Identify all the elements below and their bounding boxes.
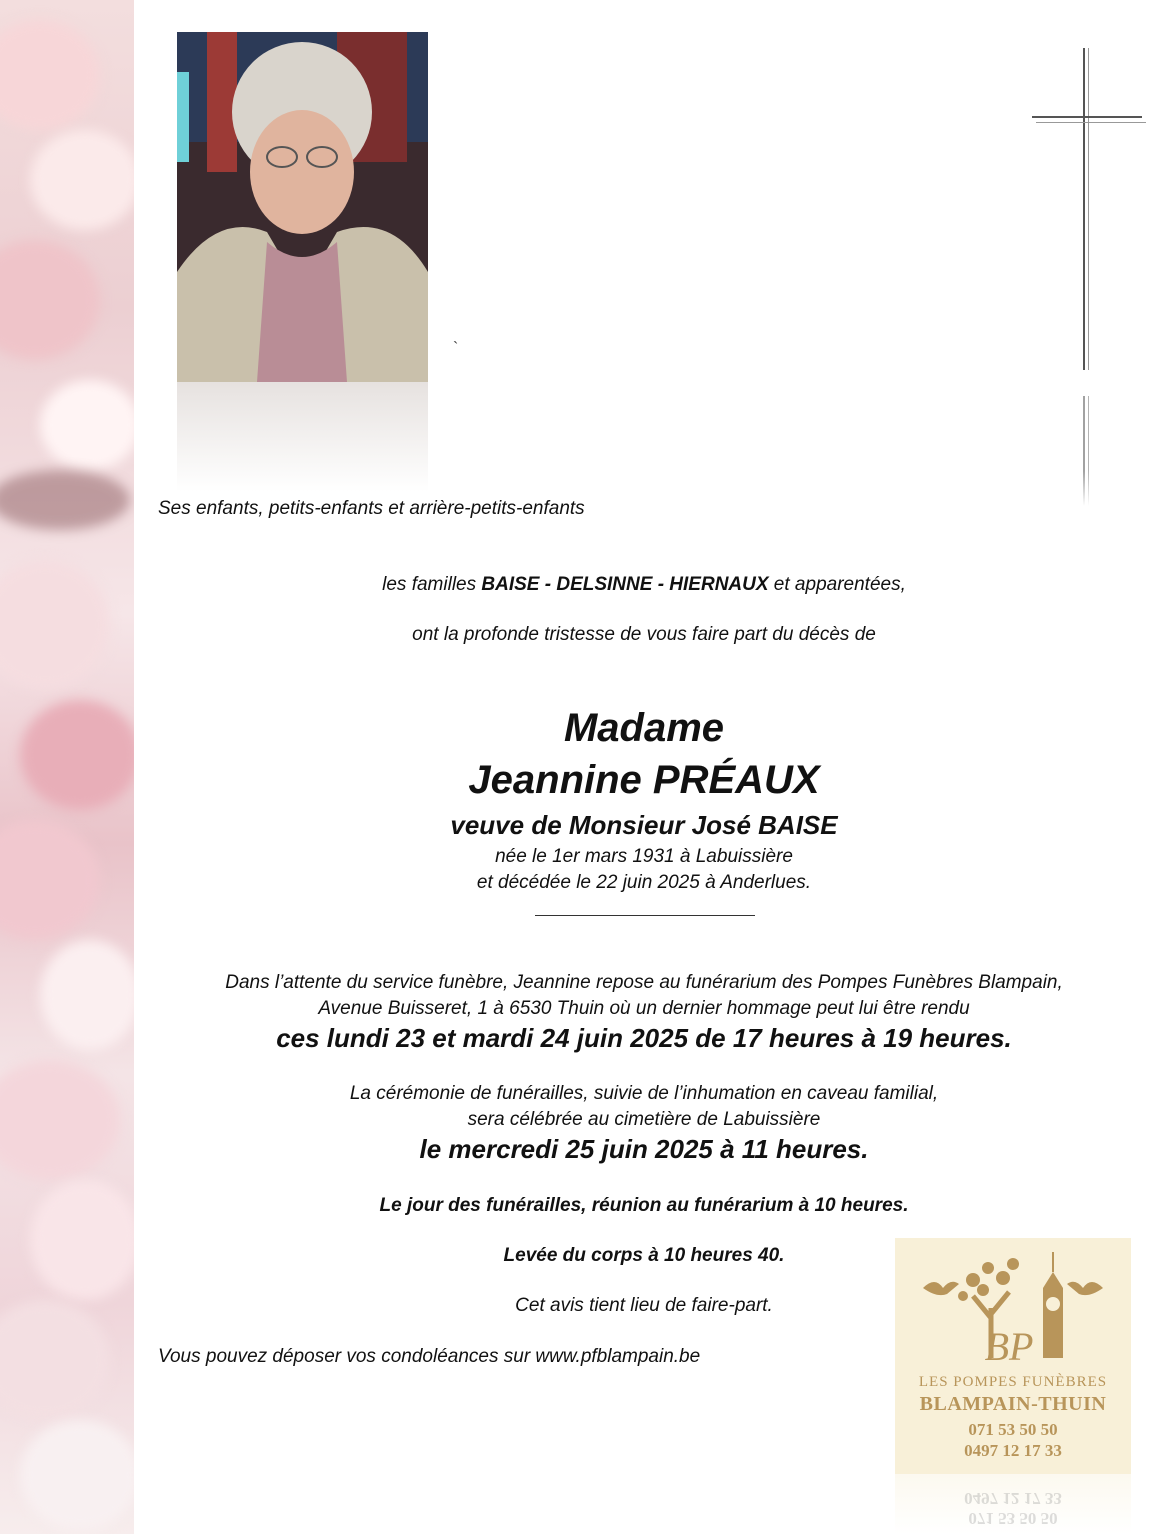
condolences-line: Vous pouvez déposer vos condoléances sur www.pfblampain.be [158, 1346, 701, 1367]
logo-phone-mobile: 0497 12 17 33 [964, 1441, 1062, 1460]
reunion-line: Le jour des funérailles, réunion au funérarium à 10 heures. [379, 1195, 909, 1216]
logo-company-label: LES POMPES FUNÈBRES [918, 1374, 1108, 1390]
portrait-reflection [177, 382, 428, 492]
families-names: BAISE - DELSINNE - HIERNAUX [481, 574, 769, 595]
ceremony-line-1: La cérémonie de funérailles, suivie de l’inhumation en caveau familial, [349, 1083, 939, 1104]
deceased-name: Jeannine PRÉAUX [468, 758, 820, 802]
stray-mark: ` [453, 340, 459, 357]
families-suffix: et apparentées, [768, 574, 906, 595]
birth-line: née le 1er mars 1931 à Labuissière [495, 846, 793, 867]
families-prefix: les familles [382, 574, 482, 595]
cross-icon [1026, 48, 1150, 508]
announcement-line: ont la profonde tristesse de vous faire part du décès de [412, 624, 876, 645]
portrait-photo [177, 32, 428, 382]
faire-part-line: Cet avis tient lieu de faire-part. [515, 1295, 773, 1316]
visitation-line-1: Dans l’attente du service funèbre, Jeannine repose au funérarium des Pompes Funèbres Blampain, [225, 972, 1063, 993]
cherry-blossom-strip [0, 0, 134, 1534]
logo-company-name: BLAMPAIN-THUIN [919, 1393, 1107, 1415]
death-line: et décédée le 22 juin 2025 à Anderlues. [476, 872, 812, 893]
funeral-home-logo [895, 1238, 1131, 1474]
ceremony-line-2: sera célébrée au cimetière de Labuissière [467, 1109, 821, 1130]
ceremony-date: le mercredi 25 juin 2025 à 11 heures. [419, 1134, 869, 1164]
tree-church-emblem-icon [913, 1248, 1113, 1368]
reflected-phone-landline: 071 53 50 50 [968, 1509, 1058, 1528]
reflected-phone-mobile: 0497 12 17 33 [964, 1489, 1062, 1508]
deceased-title: Madame [563, 706, 725, 750]
intro-line: Ses enfants, petits-enfants et arrière-petits-enfants [158, 498, 585, 519]
families-line [154, 574, 1134, 596]
levee-line: Levée du corps à 10 heures 40. [503, 1245, 785, 1266]
divider [535, 915, 755, 916]
monogram-text: BP [984, 1324, 1034, 1368]
widow-line: veuve de Monsieur José BAISE [450, 810, 838, 840]
visitation-dates: ces lundi 23 et mardi 24 juin 2025 de 17 heures à 19 heures. [276, 1023, 1012, 1053]
logo-phone-landline: 071 53 50 50 [968, 1420, 1058, 1439]
logo-reflection [895, 1474, 1131, 1534]
visitation-line-2: Avenue Buisseret, 1 à 6530 Thuin où un dernier hommage peut lui être rendu [318, 998, 970, 1019]
